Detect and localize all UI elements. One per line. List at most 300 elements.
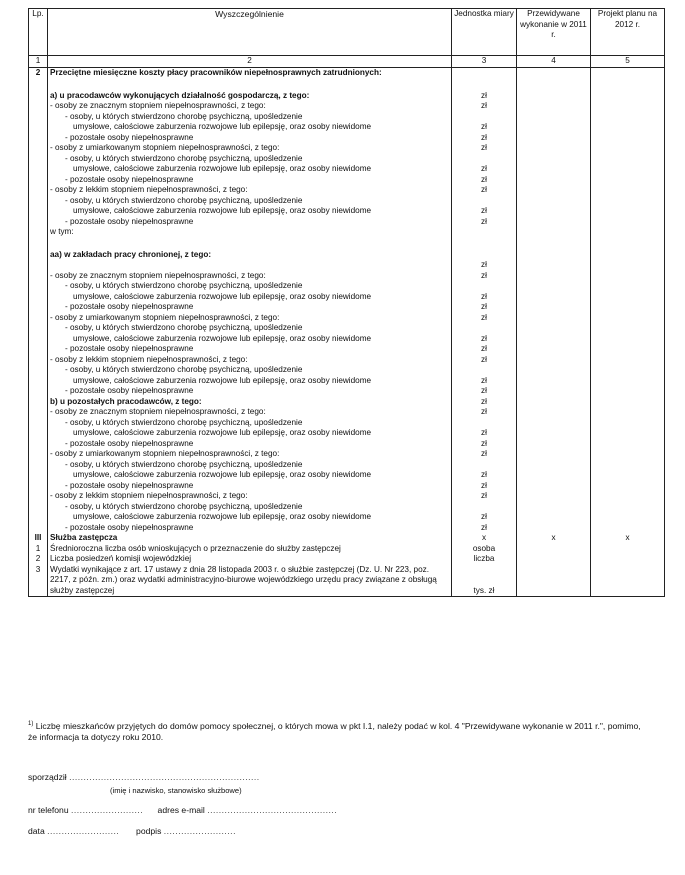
row-unit: zł	[452, 143, 517, 154]
row-project	[591, 227, 665, 238]
row-unit: osoba	[452, 544, 517, 555]
table-row	[29, 112, 665, 123]
column-number: 4	[517, 56, 591, 68]
row-lp	[29, 281, 48, 292]
table-row	[29, 164, 665, 175]
row-description	[48, 79, 452, 91]
row-forecast	[517, 154, 591, 165]
row-project	[591, 334, 665, 345]
row-description: - osoby, u których stwierdzono chorobę psychiczną, upośledzenie	[48, 196, 452, 207]
row-lp	[29, 439, 48, 450]
row-project	[591, 407, 665, 418]
row-description: - osoby z lekkim stopniem niepełnosprawności, z tego:	[48, 491, 452, 502]
row-lp	[29, 302, 48, 313]
table-row	[29, 91, 665, 102]
table-row	[29, 544, 665, 555]
row-lp	[29, 334, 48, 345]
table-row	[29, 407, 665, 418]
row-unit	[452, 227, 517, 238]
header-unit: Jednostka miary	[452, 9, 517, 56]
row-lp	[29, 376, 48, 387]
row-lp	[29, 344, 48, 355]
row-project	[591, 365, 665, 376]
row-unit: zł	[452, 449, 517, 460]
row-description: w tym:	[48, 227, 452, 238]
row-description: umysłowe, całościowe zaburzenia rozwojowe lub epilepsję, oraz osoby niewidome	[48, 470, 452, 481]
row-description: - pozostałe osoby niepełnosprawne	[48, 523, 452, 534]
row-forecast	[517, 79, 591, 91]
row-project	[591, 502, 665, 513]
row-unit: zł	[452, 439, 517, 450]
row-lp	[29, 428, 48, 439]
row-description: umysłowe, całościowe zaburzenia rozwojowe lub epilepsję, oraz osoby niewidome	[48, 206, 452, 217]
row-description: Średnioroczna liczba osób wnioskujących o przeznaczenie do służby zastępczej	[48, 544, 452, 555]
row-unit: zł	[452, 470, 517, 481]
email-label: adres e-mail	[157, 805, 205, 815]
row-description: - osoby, u których stwierdzono chorobę psychiczną, upośledzenie	[48, 323, 452, 334]
row-description: Służba zastępcza	[48, 533, 452, 544]
row-lp	[29, 460, 48, 471]
row-forecast	[517, 271, 591, 282]
table-row	[29, 533, 665, 544]
row-lp	[29, 122, 48, 133]
row-description: - osoby ze znacznym stopniem niepełnosprawności, z tego:	[48, 407, 452, 418]
row-forecast	[517, 164, 591, 175]
row-forecast	[517, 386, 591, 397]
row-lp: 2	[29, 68, 48, 79]
row-description: - osoby ze znacznym stopniem niepełnosprawności, z tego:	[48, 101, 452, 112]
row-description	[48, 260, 452, 271]
row-project	[591, 481, 665, 492]
table-row	[29, 470, 665, 481]
row-forecast	[517, 143, 591, 154]
row-forecast	[517, 101, 591, 112]
table-row	[29, 143, 665, 154]
row-description: Przeciętne miesięczne koszty płacy pracowników niepełnosprawnych zatrudnionych:	[48, 68, 452, 79]
row-project	[591, 196, 665, 207]
row-forecast	[517, 260, 591, 271]
row-forecast	[517, 565, 591, 597]
row-lp	[29, 470, 48, 481]
row-description: aa) w zakładach pracy chronionej, z tego:	[48, 250, 452, 261]
row-lp	[29, 502, 48, 513]
row-project	[591, 460, 665, 471]
row-project	[591, 386, 665, 397]
phone-label: nr telefonu	[28, 805, 69, 815]
row-forecast	[517, 460, 591, 471]
row-forecast	[517, 68, 591, 79]
row-lp: 2	[29, 554, 48, 565]
date-field: .........................	[47, 826, 120, 836]
row-project	[591, 271, 665, 282]
row-forecast	[517, 365, 591, 376]
row-forecast	[517, 281, 591, 292]
table-row	[29, 313, 665, 324]
row-description: - pozostałe osoby niepełnosprawne	[48, 386, 452, 397]
table-row	[29, 397, 665, 408]
row-project	[591, 439, 665, 450]
row-lp	[29, 91, 48, 102]
row-project	[591, 91, 665, 102]
row-unit	[452, 196, 517, 207]
row-unit	[452, 281, 517, 292]
row-lp	[29, 313, 48, 324]
table-row	[29, 238, 665, 250]
table-header-row	[29, 9, 665, 56]
row-lp	[29, 449, 48, 460]
row-lp	[29, 175, 48, 186]
row-project	[591, 122, 665, 133]
row-forecast	[517, 206, 591, 217]
row-lp	[29, 112, 48, 123]
row-lp: III	[29, 533, 48, 544]
row-unit: zł	[452, 386, 517, 397]
row-description: a) u pracodawców wykonujących działalność gospodarczą, z tego:	[48, 91, 452, 102]
row-unit: zł	[452, 481, 517, 492]
row-forecast	[517, 523, 591, 534]
row-description: - osoby, u których stwierdzono chorobę psychiczną, upośledzenie	[48, 112, 452, 123]
row-unit	[452, 112, 517, 123]
row-project	[591, 143, 665, 154]
row-unit: zł	[452, 512, 517, 523]
table-row	[29, 365, 665, 376]
table-row	[29, 133, 665, 144]
row-unit: zł	[452, 133, 517, 144]
row-description: umysłowe, całościowe zaburzenia rozwojowe lub epilepsję, oraz osoby niewidome	[48, 122, 452, 133]
row-lp	[29, 271, 48, 282]
row-forecast	[517, 112, 591, 123]
row-unit: zł	[452, 407, 517, 418]
row-unit	[452, 250, 517, 261]
table-row	[29, 418, 665, 429]
row-lp	[29, 355, 48, 366]
table-row	[29, 323, 665, 334]
table-row	[29, 271, 665, 282]
row-unit	[452, 238, 517, 250]
row-forecast	[517, 491, 591, 502]
row-forecast	[517, 407, 591, 418]
row-lp: 1	[29, 544, 48, 555]
table-row	[29, 302, 665, 313]
row-project	[591, 313, 665, 324]
signature-label: podpis	[136, 826, 162, 836]
table-row	[29, 386, 665, 397]
row-unit: tys. zł	[452, 565, 517, 597]
table-row	[29, 217, 665, 228]
column-number: 5	[591, 56, 665, 68]
row-unit: x	[452, 533, 517, 544]
row-unit	[452, 323, 517, 334]
row-description: - osoby, u których stwierdzono chorobę psychiczną, upośledzenie	[48, 460, 452, 471]
row-lp	[29, 206, 48, 217]
row-forecast	[517, 502, 591, 513]
row-description: - pozostałe osoby niepełnosprawne	[48, 133, 452, 144]
row-unit	[452, 502, 517, 513]
row-unit: zł	[452, 334, 517, 345]
row-project	[591, 397, 665, 408]
row-lp	[29, 491, 48, 502]
row-unit: zł	[452, 292, 517, 303]
row-description: - pozostałe osoby niepełnosprawne	[48, 217, 452, 228]
row-description: umysłowe, całościowe zaburzenia rozwojowe lub epilepsję, oraz osoby niewidome	[48, 512, 452, 523]
row-unit: zł	[452, 122, 517, 133]
table-row	[29, 250, 665, 261]
column-number-row	[29, 56, 665, 68]
column-number: 1	[29, 56, 48, 68]
row-forecast	[517, 554, 591, 565]
table-row	[29, 122, 665, 133]
date-sign-line	[28, 826, 236, 836]
row-unit	[452, 460, 517, 471]
row-unit: zł	[452, 491, 517, 502]
row-forecast	[517, 418, 591, 429]
row-description: - osoby, u których stwierdzono chorobę psychiczną, upośledzenie	[48, 154, 452, 165]
row-unit: zł	[452, 313, 517, 324]
row-forecast	[517, 238, 591, 250]
row-project	[591, 79, 665, 91]
column-number: 2	[48, 56, 452, 68]
row-unit: zł	[452, 523, 517, 534]
row-project	[591, 302, 665, 313]
row-description: - osoby ze znacznym stopniem niepełnosprawności, z tego:	[48, 271, 452, 282]
signature-field: .........................	[163, 826, 236, 836]
table-row	[29, 227, 665, 238]
prepared-by-hint: (imię i nazwisko, stanowisko służbowe)	[110, 786, 242, 795]
row-description: umysłowe, całościowe zaburzenia rozwojowe lub epilepsję, oraz osoby niewidome	[48, 428, 452, 439]
row-description: Wydatki wynikające z art. 17 ustawy z dnia 28 listopada 2003 r. o służbie zastępczej (Dz. U. Nr 223, poz. 2217, z późn. zm.) oraz wydatki administracyjno-biurowe wojewódzkiego urzędu pracy związane z obsługą służby zastępczej	[48, 565, 452, 597]
row-lp	[29, 397, 48, 408]
row-lp	[29, 407, 48, 418]
row-forecast	[517, 313, 591, 324]
row-forecast	[517, 397, 591, 408]
header-forecast: Przewidywane wykonanie w 2011 r.	[517, 9, 591, 56]
row-forecast	[517, 355, 591, 366]
table-row	[29, 154, 665, 165]
table-row	[29, 565, 665, 597]
row-unit: zł	[452, 217, 517, 228]
row-project	[591, 68, 665, 79]
row-forecast	[517, 470, 591, 481]
row-forecast	[517, 344, 591, 355]
table-row	[29, 428, 665, 439]
row-unit: zł	[452, 185, 517, 196]
row-forecast	[517, 133, 591, 144]
row-forecast	[517, 250, 591, 261]
row-lp	[29, 185, 48, 196]
footnote-text: Liczbę mieszkańców przyjętych do domów pomocy społecznej, o których mowa w pkt I.1, należy podać w kol. 4 "Przewidywane wykonanie w 2011 r.", pomimo, że informacja ta dotyczy roku 2010.	[28, 720, 641, 742]
row-lp	[29, 250, 48, 261]
row-project	[591, 428, 665, 439]
footnote-mark: 1)	[28, 721, 34, 727]
row-description: - osoby, u których stwierdzono chorobę psychiczną, upośledzenie	[48, 418, 452, 429]
row-description: - osoby z umiarkowanym stopniem niepełnosprawności, z tego:	[48, 143, 452, 154]
row-unit: zł	[452, 355, 517, 366]
row-lp	[29, 238, 48, 250]
row-forecast	[517, 512, 591, 523]
row-lp	[29, 79, 48, 91]
row-lp	[29, 260, 48, 271]
table-row	[29, 175, 665, 186]
footnote	[28, 719, 648, 743]
row-project	[591, 554, 665, 565]
table-row	[29, 491, 665, 502]
row-unit	[452, 154, 517, 165]
row-project	[591, 491, 665, 502]
row-description: - pozostałe osoby niepełnosprawne	[48, 302, 452, 313]
row-lp	[29, 323, 48, 334]
row-lp	[29, 154, 48, 165]
row-forecast	[517, 323, 591, 334]
table-row	[29, 260, 665, 271]
row-lp	[29, 217, 48, 228]
row-forecast	[517, 449, 591, 460]
table-row	[29, 79, 665, 91]
phone-field: .........................	[71, 805, 144, 815]
row-project	[591, 355, 665, 366]
row-project: x	[591, 533, 665, 544]
row-forecast	[517, 217, 591, 228]
table-row	[29, 68, 665, 79]
table-row	[29, 481, 665, 492]
row-forecast	[517, 376, 591, 387]
row-lp	[29, 196, 48, 207]
row-description: - pozostałe osoby niepełnosprawne	[48, 439, 452, 450]
row-project	[591, 292, 665, 303]
row-description: - osoby, u których stwierdzono chorobę psychiczną, upośledzenie	[48, 365, 452, 376]
prepared-by-line	[28, 772, 260, 782]
data-table	[28, 8, 665, 597]
row-unit: zł	[452, 428, 517, 439]
row-lp	[29, 481, 48, 492]
table-row	[29, 512, 665, 523]
row-lp	[29, 292, 48, 303]
row-unit	[452, 79, 517, 91]
row-project	[591, 250, 665, 261]
row-unit: zł	[452, 91, 517, 102]
column-number: 3	[452, 56, 517, 68]
row-description: - osoby z lekkim stopniem niepełnosprawności, z tego:	[48, 355, 452, 366]
row-project	[591, 175, 665, 186]
row-project	[591, 206, 665, 217]
row-project	[591, 154, 665, 165]
contact-line	[28, 805, 337, 815]
prepared-by-field: ..................................................................	[69, 772, 260, 782]
row-project	[591, 112, 665, 123]
row-forecast	[517, 334, 591, 345]
row-unit: zł	[452, 164, 517, 175]
row-project	[591, 185, 665, 196]
row-lp	[29, 523, 48, 534]
table-row	[29, 460, 665, 471]
header-description: Wyszczególnienie	[48, 9, 452, 56]
table-row	[29, 196, 665, 207]
row-project	[591, 133, 665, 144]
row-unit: zł	[452, 397, 517, 408]
table-row	[29, 281, 665, 292]
row-forecast	[517, 302, 591, 313]
prepared-by-label: sporządził	[28, 772, 67, 782]
table-row	[29, 101, 665, 112]
row-unit: zł	[452, 175, 517, 186]
table-row	[29, 502, 665, 513]
row-forecast	[517, 185, 591, 196]
row-description: - osoby z umiarkowanym stopniem niepełnosprawności, z tego:	[48, 313, 452, 324]
row-unit: liczba	[452, 554, 517, 565]
row-lp	[29, 227, 48, 238]
row-description: b) u pozostałych pracodawców, z tego:	[48, 397, 452, 408]
row-lp	[29, 143, 48, 154]
row-description: - pozostałe osoby niepełnosprawne	[48, 344, 452, 355]
row-description: - pozostałe osoby niepełnosprawne	[48, 175, 452, 186]
table-row	[29, 292, 665, 303]
table-row	[29, 376, 665, 387]
row-lp	[29, 365, 48, 376]
row-forecast: x	[517, 533, 591, 544]
header-lp: Lp.	[29, 9, 48, 56]
row-forecast	[517, 196, 591, 207]
row-project	[591, 281, 665, 292]
row-description: Liczba posiedzeń komisji wojewódzkiej	[48, 554, 452, 565]
table-row	[29, 523, 665, 534]
row-forecast	[517, 544, 591, 555]
row-lp	[29, 101, 48, 112]
table-row	[29, 355, 665, 366]
table-row	[29, 554, 665, 565]
table-body	[29, 68, 665, 597]
row-forecast	[517, 481, 591, 492]
row-description: umysłowe, całościowe zaburzenia rozwojowe lub epilepsję, oraz osoby niewidome	[48, 164, 452, 175]
row-project	[591, 470, 665, 481]
table-row	[29, 449, 665, 460]
row-forecast	[517, 175, 591, 186]
table-row	[29, 185, 665, 196]
row-project	[591, 418, 665, 429]
row-forecast	[517, 292, 591, 303]
row-unit: zł	[452, 260, 517, 271]
row-unit: zł	[452, 376, 517, 387]
table-row	[29, 334, 665, 345]
row-forecast	[517, 439, 591, 450]
row-unit	[452, 68, 517, 79]
row-lp	[29, 164, 48, 175]
row-unit	[452, 365, 517, 376]
row-project	[591, 449, 665, 460]
email-field: .............................................	[207, 805, 338, 815]
row-unit: zł	[452, 206, 517, 217]
row-project	[591, 164, 665, 175]
row-description: umysłowe, całościowe zaburzenia rozwojowe lub epilepsję, oraz osoby niewidome	[48, 292, 452, 303]
row-unit	[452, 418, 517, 429]
row-description: - osoby z umiarkowanym stopniem niepełnosprawności, z tego:	[48, 449, 452, 460]
row-project	[591, 101, 665, 112]
row-project	[591, 238, 665, 250]
table-row	[29, 206, 665, 217]
table-row	[29, 439, 665, 450]
row-unit: zł	[452, 302, 517, 313]
date-label: data	[28, 826, 45, 836]
row-project	[591, 217, 665, 228]
row-forecast	[517, 91, 591, 102]
row-unit: zł	[452, 271, 517, 282]
row-lp	[29, 418, 48, 429]
row-description: umysłowe, całościowe zaburzenia rozwojowe lub epilepsję, oraz osoby niewidome	[48, 376, 452, 387]
row-description: - osoby, u których stwierdzono chorobę psychiczną, upośledzenie	[48, 502, 452, 513]
row-project	[591, 523, 665, 534]
row-project	[591, 512, 665, 523]
row-project	[591, 344, 665, 355]
row-project	[591, 323, 665, 334]
table-row	[29, 344, 665, 355]
